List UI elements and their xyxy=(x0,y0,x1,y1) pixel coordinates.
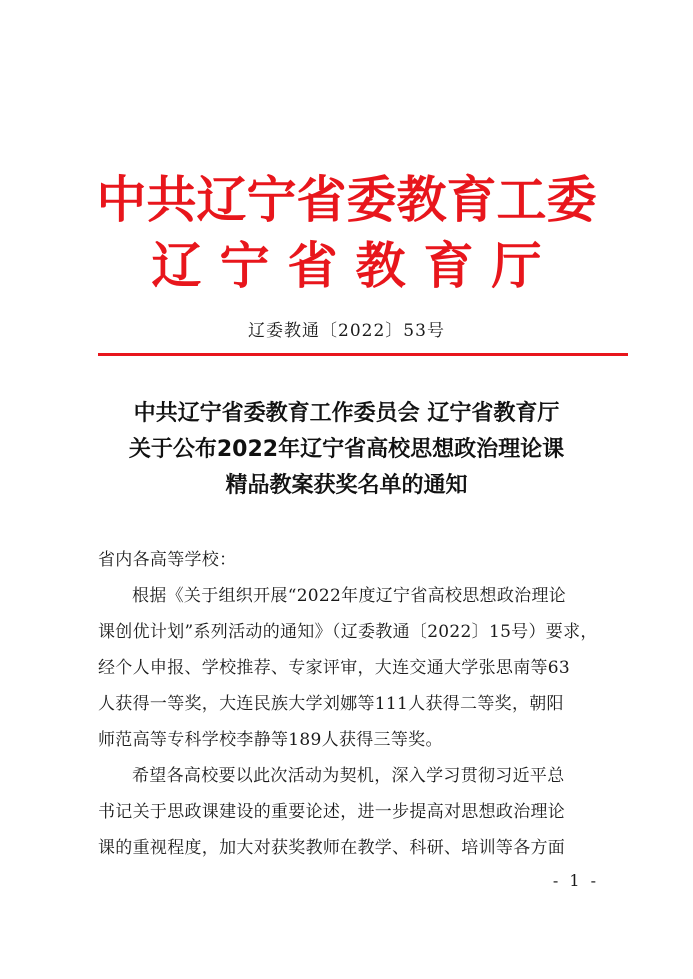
issuer-line-education-department: 辽宁省教育厅 xyxy=(151,237,560,295)
paragraph-2-line: 希望各高校要以此次活动为契机，深入学习贯彻习近平总 xyxy=(132,766,565,786)
paragraph-1-line: 课创优计划”系列活动的通知》（辽委教通〔2022〕15号）要求， xyxy=(98,622,598,642)
paragraph-2-line: 书记关于思政课建设的重要论述，进一步提高对思想政治理论 xyxy=(98,802,566,822)
paragraph-1-line: 经个人申报、学校推荐、专家评审，大连交通大学张思南等63 xyxy=(98,658,571,678)
notice-title-line-2: 关于公布2022年辽宁省高校思想政治理论课 xyxy=(128,437,565,462)
issuer-line-party-committee: 中共辽宁省委教育工委 xyxy=(96,171,597,229)
red-divider-line xyxy=(98,353,628,356)
notice-title-line-1: 中共辽宁省委教育工作委员会 辽宁省教育厅 xyxy=(133,401,560,426)
paragraph-2-line: 课的重视程度，加大对获奖教师在教学、科研、培训等各方面 xyxy=(98,838,566,858)
page-number: - 1 - xyxy=(552,871,599,890)
notice-title-line-3: 精品教案获奖名单的通知 xyxy=(225,473,468,498)
paragraph-1-line: 人获得一等奖，大连民族大学刘娜等111人获得二等奖，朝阳 xyxy=(98,694,564,714)
salutation: 省内各高等学校： xyxy=(98,550,237,570)
document-number: 辽委教通〔2022〕53号 xyxy=(248,321,445,341)
paragraph-1-line: 师范高等专科学校李静等189人获得三等奖。 xyxy=(98,730,443,750)
paragraph-1-line: 根据《关于组织开展“2022年度辽宁省高校思想政治理论 xyxy=(132,586,567,606)
